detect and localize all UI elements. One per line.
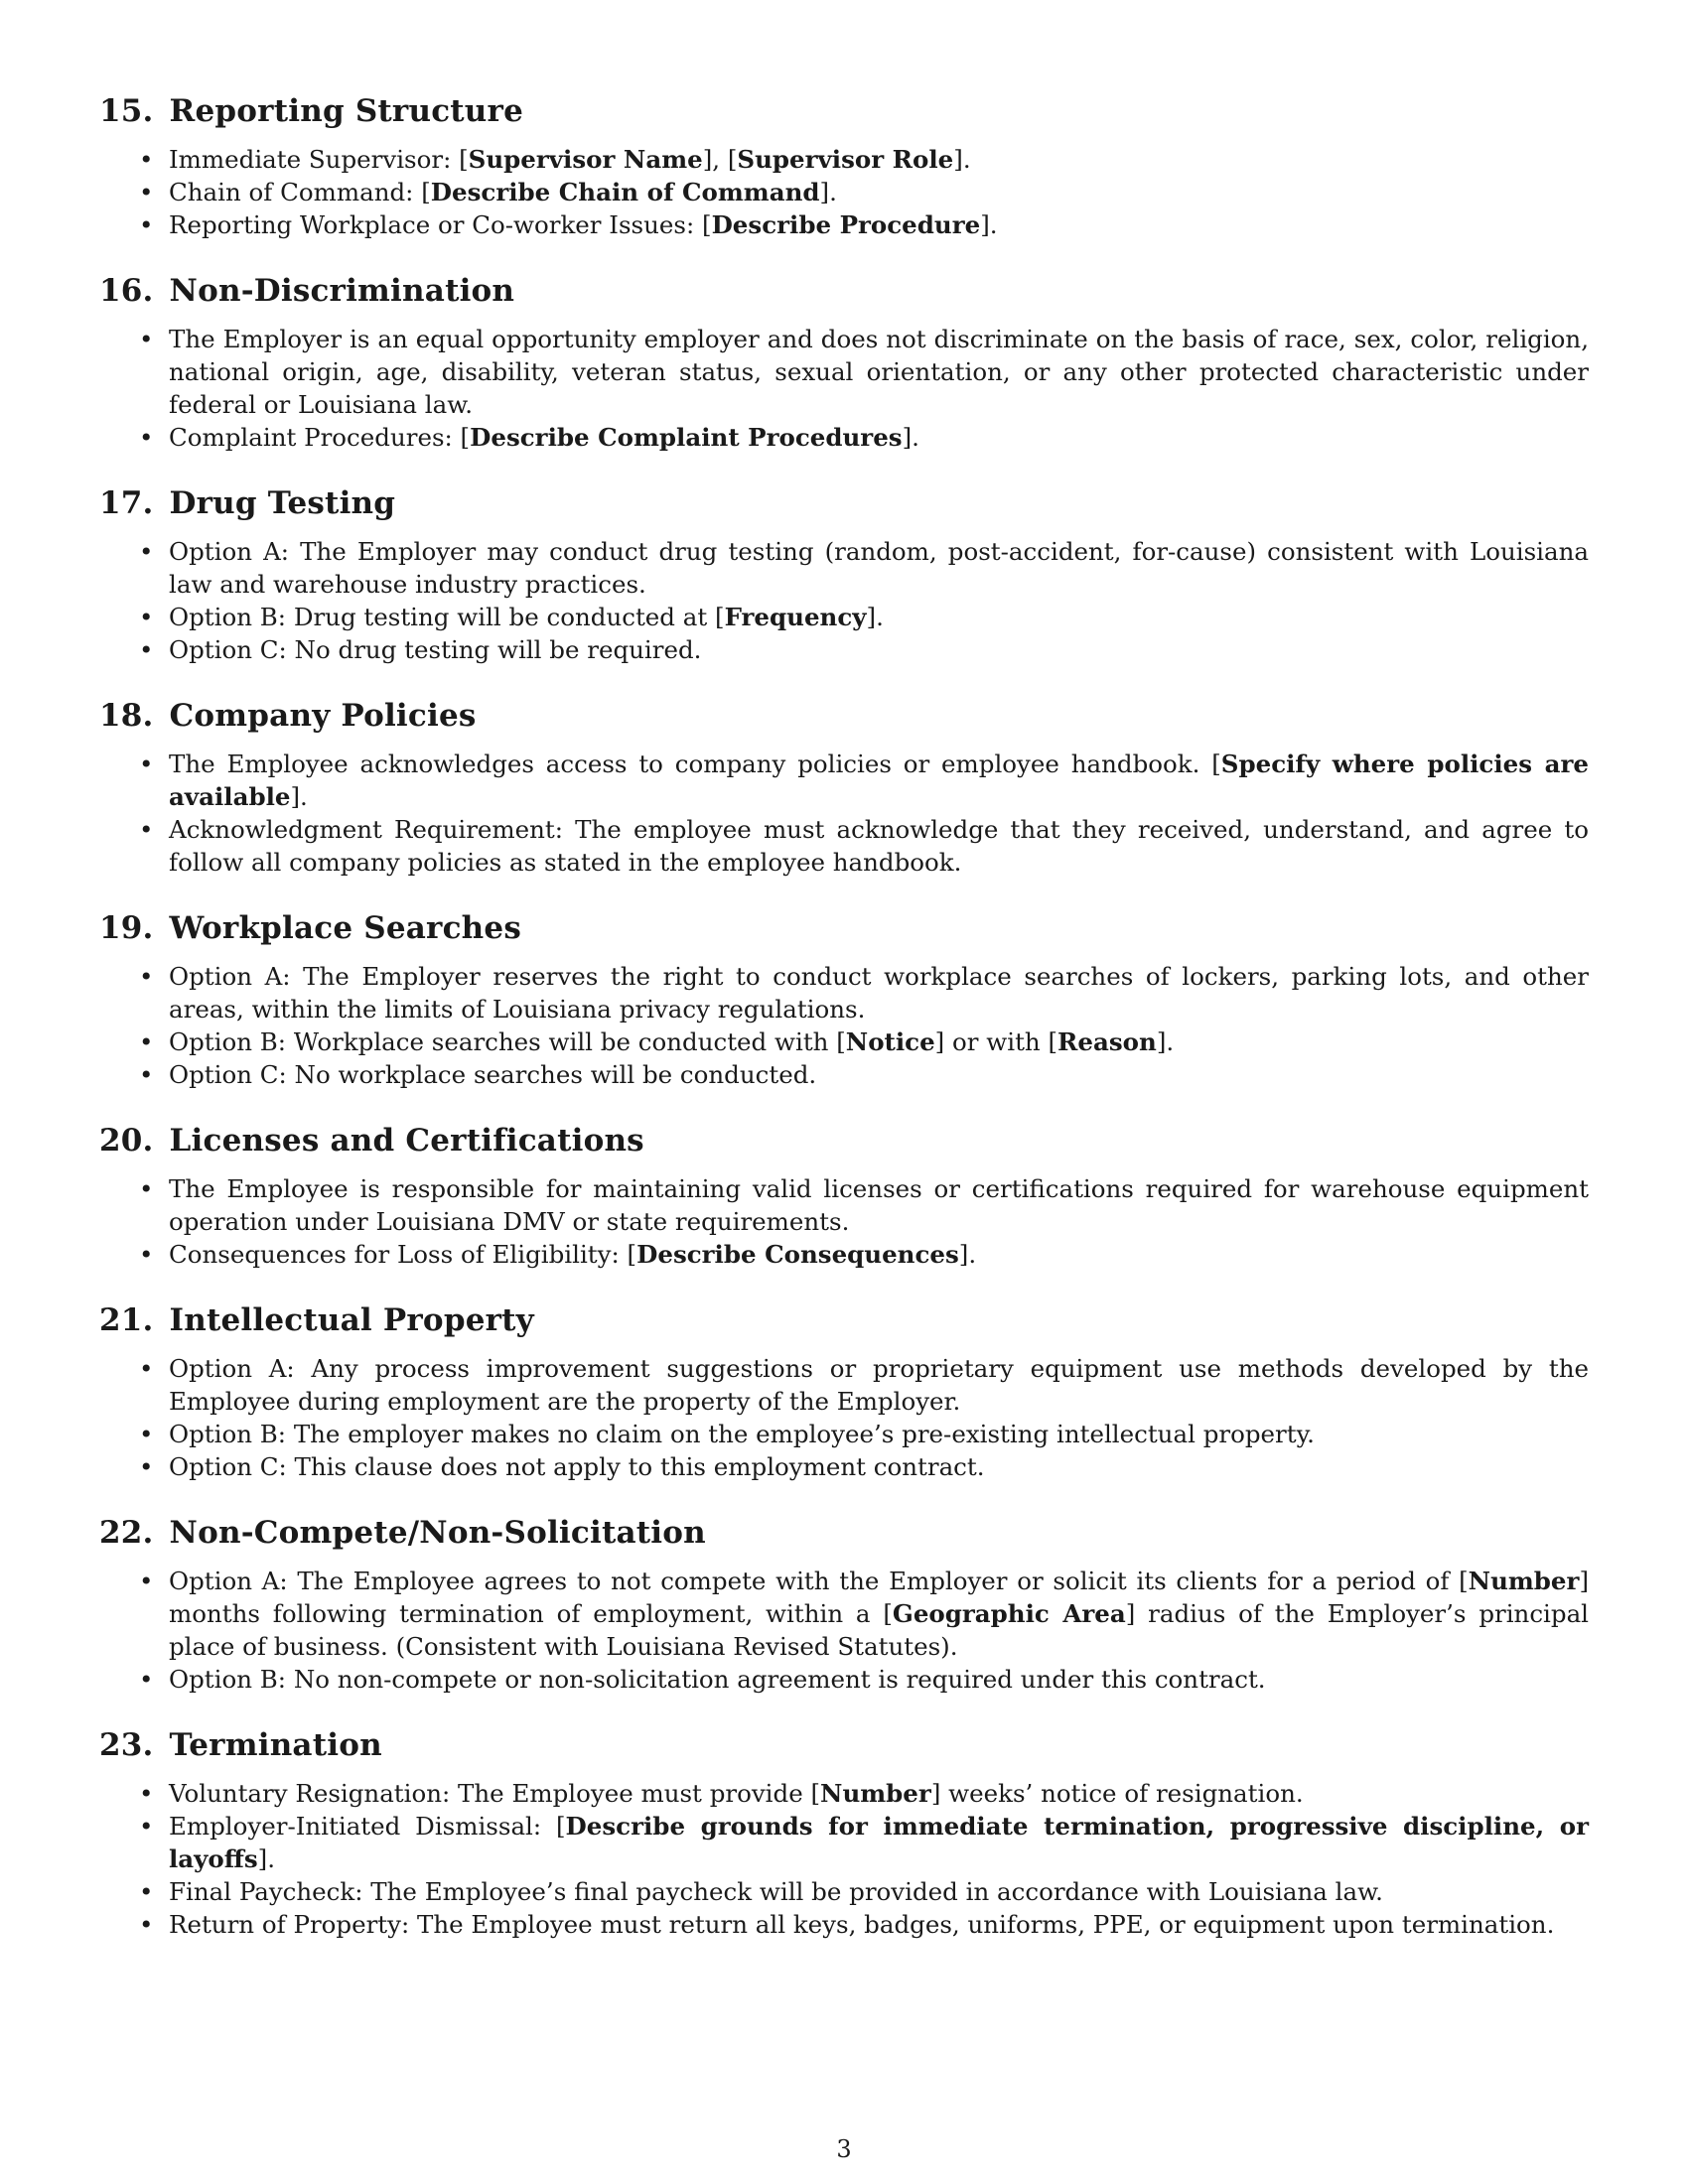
list-item-text: ] radius of the Employer’s principal place of business. (Consistent with Louisiana Revised Statutes). (169, 1599, 1590, 1661)
list-item-text: Voluntary Resignation: The Employee must provide [ (169, 1779, 821, 1808)
section (99, 1300, 1589, 1483)
list-item (99, 1565, 1589, 1663)
placeholder-field: Number (820, 1779, 931, 1808)
list-item (99, 1058, 1589, 1091)
list-item (99, 1238, 1589, 1271)
section-title: Licenses and Certifications (169, 1123, 644, 1159)
list-item-text: ]. (819, 178, 837, 206)
placeholder-field: Number (1468, 1567, 1580, 1595)
section-title: Drug Testing (169, 485, 396, 521)
bullet-list (99, 1777, 1589, 1941)
section-heading (99, 483, 1589, 523)
list-item (99, 1875, 1589, 1908)
placeholder-field: Describe Chain of Command (430, 178, 820, 206)
placeholder-field: Specify where policies are available (169, 750, 1589, 811)
list-item-text: ]. (257, 1844, 276, 1873)
list-item-text: Consequences for Loss of Eligibility: [ (169, 1240, 637, 1269)
section-heading (99, 1513, 1589, 1553)
section-number: 17. (99, 485, 154, 521)
list-item-text: Option B: The employer makes no claim on the employee’s pre-existing intellectual property. (169, 1420, 1315, 1448)
section-heading (99, 696, 1589, 736)
placeholder-field: Frequency (724, 603, 867, 631)
placeholder-field: Describe Complaint Procedures (470, 423, 903, 452)
placeholder-field: Describe Consequences (636, 1240, 959, 1269)
list-item-text: Option A: The Employee agrees to not compete with the Employer or solicit its clients for a period of [ (169, 1567, 1469, 1595)
list-item-text: The Employee is responsible for maintaining valid licenses or certifications required for warehouse equipment operation under Louisiana DMV or state requirements. (169, 1174, 1589, 1236)
placeholder-field: Describe grounds for immediate termination, progressive discipline, or layoffs (169, 1812, 1589, 1873)
bullet-list (99, 748, 1589, 879)
bullet-list (99, 1565, 1589, 1696)
list-item (99, 960, 1589, 1025)
list-item-text: Option C: No drug testing will be required. (169, 635, 702, 664)
list-item (99, 1025, 1589, 1058)
list-item-text: Return of Property: The Employee must return all keys, badges, uniforms, PPE, or equipment upon termination. (169, 1910, 1555, 1939)
list-item-text: ], [ (702, 145, 738, 174)
page-number: 3 (836, 2135, 852, 2163)
list-item (99, 1450, 1589, 1483)
list-item-text: Employer-Initiated Dismissal: [ (169, 1812, 566, 1841)
list-item-text: ]. (980, 210, 998, 239)
placeholder-field: Reason (1057, 1027, 1157, 1056)
list-item-text: Option B: Workplace searches will be conducted with [ (169, 1027, 846, 1056)
bullet-list (99, 323, 1589, 454)
list-item (99, 1810, 1589, 1875)
section (99, 908, 1589, 1091)
section-number: 20. (99, 1123, 154, 1159)
list-item (99, 1663, 1589, 1696)
document-page (99, 91, 1589, 1971)
list-item-text: Immediate Supervisor: [ (169, 145, 469, 174)
list-item (99, 208, 1589, 241)
list-item (99, 1352, 1589, 1418)
section-heading (99, 1121, 1589, 1160)
list-item (99, 748, 1589, 813)
list-item (99, 633, 1589, 666)
list-item-text: ] or with [ (934, 1027, 1058, 1056)
list-item-text: Option A: The Employer may conduct drug testing (random, post-accident, for-cause) consistent with Louisiana law and warehouse industry practices. (169, 537, 1589, 599)
section-number: 21. (99, 1302, 154, 1338)
list-item (99, 176, 1589, 208)
list-item (99, 1908, 1589, 1941)
section (99, 1725, 1589, 1941)
list-item-text: ]. (902, 423, 919, 452)
section (99, 1121, 1589, 1271)
list-item-text: Option B: Drug testing will be conducted at [ (169, 603, 725, 631)
list-item (99, 1418, 1589, 1450)
section-number: 16. (99, 273, 154, 309)
section (99, 696, 1589, 879)
section-number: 18. (99, 698, 154, 734)
list-item-text: Option A: Any process improvement suggestions or proprietary equipment use methods developed by the Employee during employment are the property of the Employer. (169, 1354, 1589, 1416)
section-title: Termination (169, 1727, 382, 1763)
list-item-text: The Employer is an equal opportunity employer and does not discriminate on the basis of race, sex, color, religion, national origin, age, disability, veteran status, sexual orientation, or any other protected characteristic under federal or Louisiana law. (169, 325, 1589, 419)
section-heading (99, 1725, 1589, 1765)
bullet-list (99, 960, 1589, 1091)
section-heading (99, 908, 1589, 948)
list-item-text: Acknowledgment Requirement: The employee must acknowledge that they received, understand, and agree to follow all company policies as stated in the employee handbook. (169, 815, 1589, 877)
placeholder-field: Notice (845, 1027, 935, 1056)
section-heading (99, 271, 1589, 311)
section-title: Non-Compete/Non-Solicitation (169, 1515, 706, 1551)
section-heading (99, 91, 1589, 131)
list-item (99, 535, 1589, 601)
list-item-text: ] months following termination of employment, within a [ (169, 1567, 1589, 1628)
section-number: 23. (99, 1727, 154, 1763)
placeholder-field: Supervisor Name (468, 145, 703, 174)
list-item-text: ] weeks’ notice of resignation. (930, 1779, 1304, 1808)
section (99, 1513, 1589, 1696)
list-item (99, 421, 1589, 454)
placeholder-field: Geographic Area (892, 1599, 1126, 1628)
section-title: Reporting Structure (169, 93, 523, 129)
list-item-text: ]. (1156, 1027, 1175, 1056)
section-number: 19. (99, 910, 154, 946)
list-item (99, 601, 1589, 633)
list-item-text: Chain of Command: [ (169, 178, 431, 206)
section-title: Workplace Searches (169, 910, 521, 946)
placeholder-field: Supervisor Role (737, 145, 954, 174)
list-item-text: Reporting Workplace or Co-worker Issues: [ (169, 210, 712, 239)
list-item (99, 813, 1589, 879)
list-item-text: Complaint Procedures: [ (169, 423, 471, 452)
section-title: Company Policies (169, 698, 477, 734)
section-title: Intellectual Property (169, 1302, 534, 1338)
list-item-text: ]. (866, 603, 884, 631)
section (99, 483, 1589, 666)
bullet-list (99, 535, 1589, 666)
list-item-text: Option B: No non-compete or non-solicitation agreement is required under this contract. (169, 1665, 1266, 1694)
list-item-text: ]. (953, 145, 971, 174)
bullet-list (99, 1352, 1589, 1483)
section-number: 22. (99, 1515, 154, 1551)
list-item (99, 1172, 1589, 1238)
list-item-text: ]. (958, 1240, 977, 1269)
list-item-text: Option A: The Employer reserves the right to conduct workplace searches of lockers, parking lots, and other areas, within the limits of Louisiana privacy regulations. (169, 962, 1589, 1024)
section-heading (99, 1300, 1589, 1340)
section-number: 15. (99, 93, 154, 129)
list-item-text: Option C: This clause does not apply to this employment contract. (169, 1452, 985, 1481)
list-item (99, 323, 1589, 421)
section-title: Non-Discrimination (169, 273, 515, 309)
list-item-text: The Employee acknowledges access to company policies or employee handbook. [ (169, 750, 1221, 778)
bullet-list (99, 143, 1589, 241)
section (99, 91, 1589, 241)
list-item-text: ]. (290, 782, 308, 811)
list-item-text: Option C: No workplace searches will be conducted. (169, 1060, 817, 1089)
list-item (99, 1777, 1589, 1810)
bullet-list (99, 1172, 1589, 1271)
section (99, 271, 1589, 454)
list-item (99, 143, 1589, 176)
list-item-text: Final Paycheck: The Employee’s final paycheck will be provided in accordance with Louisiana law. (169, 1877, 1383, 1906)
placeholder-field: Describe Procedure (711, 210, 981, 239)
